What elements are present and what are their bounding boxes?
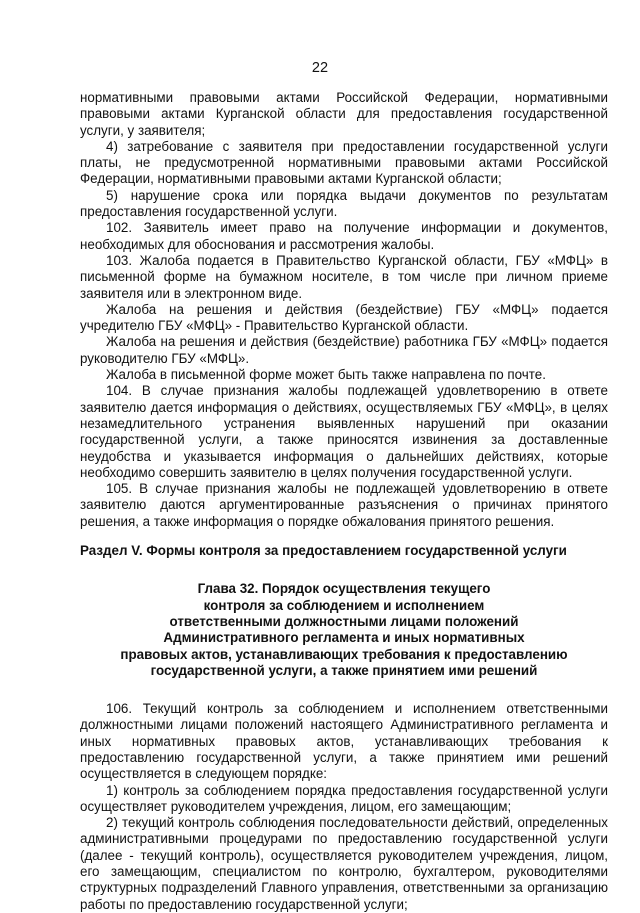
paragraph: Жалоба в письменной форме может быть также направлена по почте. — [106, 367, 546, 383]
paragraph: 4) затребование с заявителя при предоставлении государственной услуги платы, не предусмотренной нормативными правовыми актами Российской Федерации, нормативными правовыми актами Курганской области; — [80, 138, 608, 187]
section-title: Раздел V. Формы контроля за предоставлением государственной услуги — [80, 543, 567, 559]
paragraph: 1) контроль за соблюдением порядка предоставления государственной услуги осуществляет руководителем учреждения, лицом, его замещающим; — [80, 782, 608, 814]
chapter-title — [80, 581, 608, 679]
document-body — [80, 90, 608, 913]
paragraph: нормативными правовыми актами Российской Федерации, нормативными правовыми актами Курганской области для предоставления государственной услуги, у заявителя; — [80, 90, 608, 138]
paragraph: 103. Жалоба подается в Правительство Курганской области, ГБУ «МФЦ» в письменной форме на бумажном носителе, в том числе при личном приеме заявителя или в электронном виде. — [80, 252, 608, 301]
paragraph: 106. Текущий контроль за соблюдением и исполнением ответственными должностными лицами положений настоящего Административного регламента и иных нормативных правовых актов, устанавливающих требования к предоставлению государственной услуги, а также принятием ими решений осуществляется в следующем порядке: — [80, 701, 608, 782]
chapter-title-line: Глава 32. Порядок осуществления текущего — [197, 581, 491, 597]
paragraph: 2) текущий контроль соблюдения последовательности действий, определенных административными процедурами по предоставлению государственной услуги (далее - текущий контроль), осуществляется руководителем учреждения, лицом, его замещающим, специалистом по контролю, бухгалтером, руководителями структурных подразделений Главного управления, ответственными за организацию работы по предоставлению государственной услуги; — [80, 815, 608, 912]
chapter-title-line: государственной услуги, а также принятием ими решений — [150, 662, 538, 678]
chapter-title-line: Административного регламента и иных нормативных — [163, 630, 525, 646]
paragraph: 5) нарушение срока или порядка выдачи документов по результатам предоставления государственной услуги. — [80, 187, 608, 220]
page-number: 22 — [311, 60, 329, 76]
paragraph: 104. В случае признания жалобы подлежащей удовлетворению в ответе заявителю дается информация о действиях, осуществляемых ГБУ «МФЦ», в целях незамедлительного устранения выявленных нарушений при оказании государственной услуги, а также приносятся извинения за доставленные неудобства и указывается информация о дальнейших действиях, которые необходимо совершить заявителю в целях получения государственной услуги. — [80, 383, 608, 480]
chapter-title-line: ответственными должностными лицами положений — [169, 613, 519, 629]
chapter-title-line: контроля за соблюдением и исполнением — [203, 597, 485, 613]
paragraph: 102. Заявитель имеет право на получение информации и документов, необходимых для обоснования и рассмотрения жалобы. — [80, 220, 608, 252]
paragraph: 105. В случае признания жалобы не подлежащей удовлетворению в ответе заявителю даются аргументированные разъяснения о причинах принятого решения, а также информация о порядке обжалования принятого решения. — [80, 481, 608, 529]
paragraph: Жалоба на решения и действия (бездействие) работника ГБУ «МФЦ» подается руководителю ГБУ «МФЦ». — [80, 334, 608, 366]
chapter-title-line: правовых актов, устанавливающих требования к предоставлению — [120, 646, 568, 662]
paragraph: Жалоба на решения и действия (бездействие) ГБУ «МФЦ» подается учредителю ГБУ «МФЦ» - Правительство Курганской области. — [80, 301, 608, 334]
